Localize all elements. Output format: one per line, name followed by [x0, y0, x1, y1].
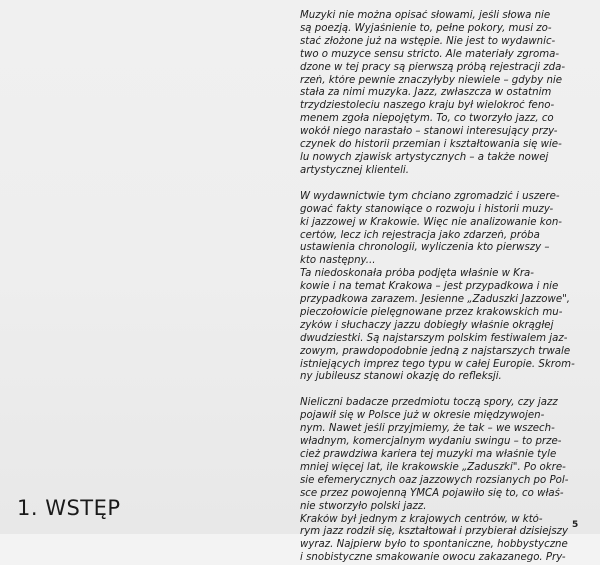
text-line: cież prawdziwa kariera tej muzyki ma właśnie tyle [300, 449, 557, 460]
text-line: menem zgoła niepojętym. To, co tworzyło jazz, co [300, 113, 554, 125]
text-line: artystycznej klienteli. [300, 164, 409, 176]
text-line: Nieliczni badacze przedmiotu toczą spory, czy jazz [300, 397, 558, 409]
text-column [300, 10, 582, 565]
text-line: trzydziestoleciu naszego kraju był wielokroć feno- [300, 100, 555, 112]
paragraph-intro [300, 10, 582, 178]
text-line: two o muzyce sensu stricto. Ale materiały zgroma- [300, 48, 560, 60]
text-line: zowym, prawdopodobnie jedną z najstarszych trwale [300, 345, 571, 357]
paragraph-publication [300, 191, 582, 385]
text-line: nie stworzyło polski jazz. [300, 500, 427, 512]
text-line: sce przez powojenną YMCA pojawiło się to, co właś- [300, 487, 564, 499]
text-line: wyraz. Najpierw było to spontaniczne, hobbystyczne [300, 539, 568, 551]
text-line: Muzyki nie można opisać słowami, jeśli słowa nie [300, 10, 551, 21]
text-line: i snobistyczne smakowanie owocu zakazanego. Pry- [300, 552, 566, 564]
text-line: pieczołowicie pielęgnowane przez krakowskich mu- [300, 306, 563, 318]
text-line: ny jubileusz stanowi okazję do refleksji. [300, 371, 502, 383]
paragraph-gap [300, 178, 582, 191]
text-line: dzone w tej pracy są pierwszą próbą rejestracji zda- [300, 61, 566, 73]
text-line: wokół niego narastało – stanowi interesujący przy- [300, 126, 558, 138]
text-line: nym. Nawet jeśli przyjmiemy, że tak – we wszech- [300, 423, 555, 435]
text-line: ustawienia chronologii, wyliczenia kto pierwszy – [300, 242, 550, 254]
text-line: są poezją. Wyjaśnienie to, pełne pokory, musi zo- [300, 22, 552, 34]
paragraph-gap [300, 384, 582, 397]
chapter-heading: 1. WSTĘP [17, 496, 121, 520]
text-line: kowie i na temat Krakowa – jest przypadkowa i nie [300, 281, 559, 293]
text-line: mniej więcej lat, ile krakowskie „Zaduszki". Po okre- [300, 461, 566, 473]
text-line: Kraków był jednym z krajowych centrów, w któ- [300, 513, 543, 525]
text-line: istniejących imprez tego typu w całej Europie. Skrom- [300, 358, 575, 370]
text-line: sie efemerycznych oaz jazzowych rozsianych po Pol- [300, 474, 569, 486]
page-number: 5 [572, 520, 579, 530]
text-line: kto następny... [300, 255, 376, 267]
text-line: dwudziestki. Są najstarszym polskim festiwalem jaz- [300, 332, 568, 344]
text-line: stać złożone już na wstępie. Nie jest to wydawnic- [300, 35, 556, 47]
text-line: zyków i słuchaczy jazzu dobiegły właśnie okrągłej [300, 319, 554, 331]
text-line: czynek do historii przemian i kształtowania się wie- [300, 139, 562, 151]
text-line: W wydawnictwie tym chciano zgromadzić i uszere- [300, 190, 560, 202]
text-line: ki jazzowej w Krakowie. Więc nie analizowanie kon- [300, 216, 562, 228]
text-line: rym jazz rodził się, kształtował i przybierał dzisiejszy [300, 526, 569, 538]
text-line: lu nowych zjawisk artystycznych – a także nowej [300, 151, 549, 163]
text-line: stała za nimi muzyka. Jazz, zwłaszcza w ostatnim [300, 87, 552, 99]
text-line: Ta niedoskonała próba podjęta właśnie w Kra- [300, 268, 534, 280]
text-line: władnym, komercjalnym wydaniu swingu – to prze- [300, 436, 562, 448]
paragraph-history [300, 397, 582, 565]
text-line: certów, lecz ich rejestracja jako zdarzeń, próba [300, 229, 540, 241]
text-line: pojawił się w Polsce już w okresie międzywojen- [300, 410, 545, 422]
text-line: gować fakty stanowiące o rozwoju i historii muzy- [300, 203, 554, 215]
text-line: rzeń, które pewnie znaczyłyby niewiele – gdyby nie [300, 74, 563, 86]
text-line: przypadkowa zarazem. Jesienne „Zaduszki Jazzowe", [300, 294, 571, 306]
